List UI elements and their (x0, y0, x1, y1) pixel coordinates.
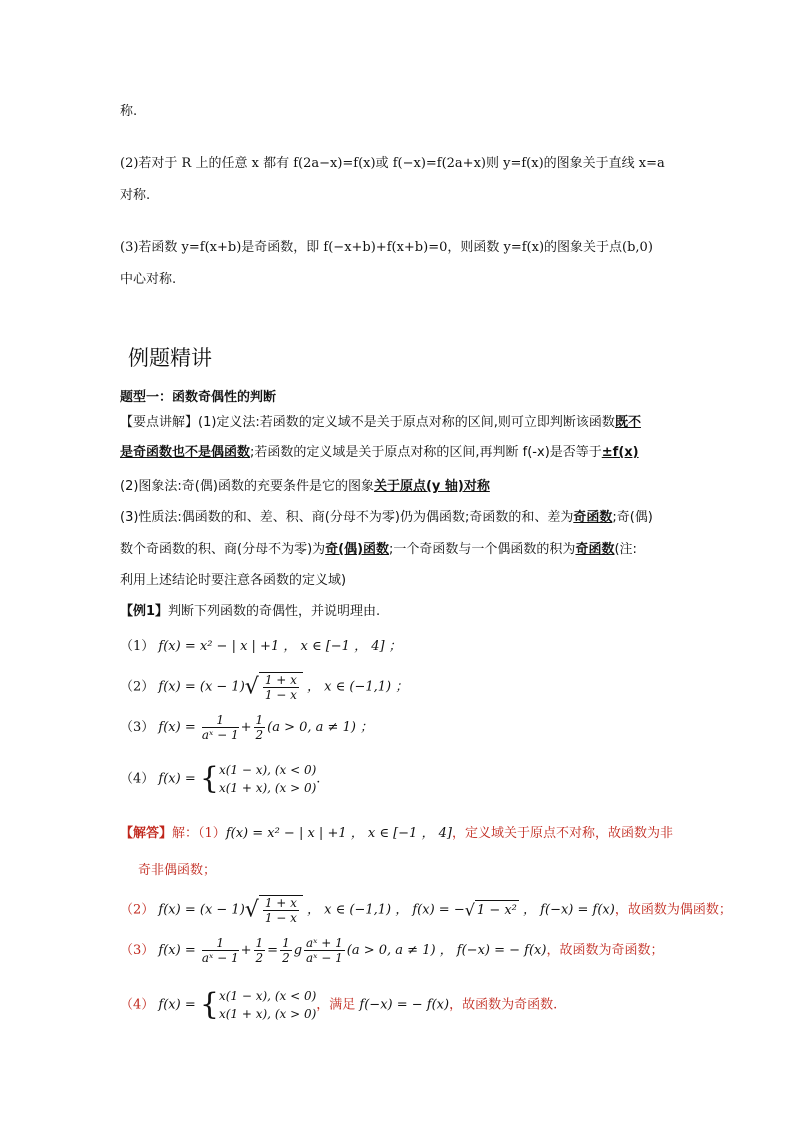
intro-line-4: 中心对称. (120, 272, 177, 287)
problem-4: （4） f(x) = { x(1 − x), (x < 0) x(1 + x), (x > 0) . (120, 761, 321, 796)
answer-1-cont: 奇非偶函数； (138, 863, 217, 878)
problem-2: （2） f(x) = (x − 1)√ $\frac{1 + x}{1 - x}$ ， x ∈ (−1,1) ； (120, 673, 409, 702)
answer-3: （3） f(x) = $\frac{1}{\text{aˣ − 1}}$ + $\frac{1}{2}$ = $\frac{1}{2}$ g $\frac{\text{aˣ + 1}}{\text{aˣ − 1}}$ (a > 0, a ≠ 1) ， f(−x) = − f(x)，故函数为奇函数； (120, 936, 664, 965)
problem-3: （3） f(x) = $\frac{1}{\text{aˣ − 1}}$ + $\frac{1}{2}$ (a > 0, a ≠ 1) ； (120, 713, 374, 742)
type1-para-line-3: (2)图象法:奇(偶)函数的充要条件是它的图象关于原点(y 轴)对称 (120, 479, 490, 494)
answer-4: （4） f(x) = { x(1 − x), (x < 0) x(1 + x), (x > 0) ，满足 f(−x) = − f(x)，故函数为奇函数. (120, 987, 558, 1022)
intro-line-0: 称. (120, 104, 138, 119)
answer-1: 【解答】解：（1）f(x) = x² − | x | +1 ， x ∈ [−1 ， 4]，定义域关于原点不对称，故函数为非 (120, 826, 673, 841)
intro-line-3: (3)若函数 y=f(x+b)是奇函数，即 f(−x+b)+f(x+b)=0，则函数 y=f(x)的图象关于点(b,0) (120, 240, 653, 255)
type1-title: 题型一：函数奇偶性的判断 (120, 390, 277, 405)
type1-para-line-5: 数个奇函数的积、商(分母不为零)为奇(偶)函数;一个奇函数与一个偶函数的积为奇函数(注: (120, 542, 637, 557)
intro-line-2: 对称. (120, 188, 151, 203)
type1-para-line-2: 是奇函数也不是偶函数;若函数的定义域是关于原点对称的区间,再判断 f(-x)是否等于±f(x) (120, 445, 639, 460)
type1-para-line-6: 利用上述结论时要注意各函数的定义域) (120, 573, 347, 588)
answer-2: （2） f(x) = (x − 1)√ $\frac{1 + x}{1 - x}$ ， x ∈ (−1,1) ， f(x) = −√ 1 − x² ， f(−x) = f(x)，故函数为偶函数； (120, 896, 732, 925)
intro-line-1: (2)若对于 R 上的任意 x 都有 f(2a−x)=f(x)或 f(−x)=f(2a+x)则 y=f(x)的图象关于直线 x=a (120, 156, 665, 171)
problem-1: （1） f(x) = x² − | x | +1 ， x ∈ [−1 ， 4] ； (120, 639, 402, 654)
example-heading: 【例1】判断下列函数的奇偶性，并说明理由. (120, 604, 381, 619)
section-title: 例题精讲 (128, 346, 212, 370)
type1-para-line-4: (3)性质法:偶函数的和、差、积、商(分母不为零)仍为偶函数;奇函数的和、差为奇函数;奇(偶) (120, 510, 653, 525)
type1-para-line-1: 【要点讲解】(1)定义法:若函数的定义域不是关于原点对称的区间,则可立即判断该函数既不 (120, 415, 641, 430)
